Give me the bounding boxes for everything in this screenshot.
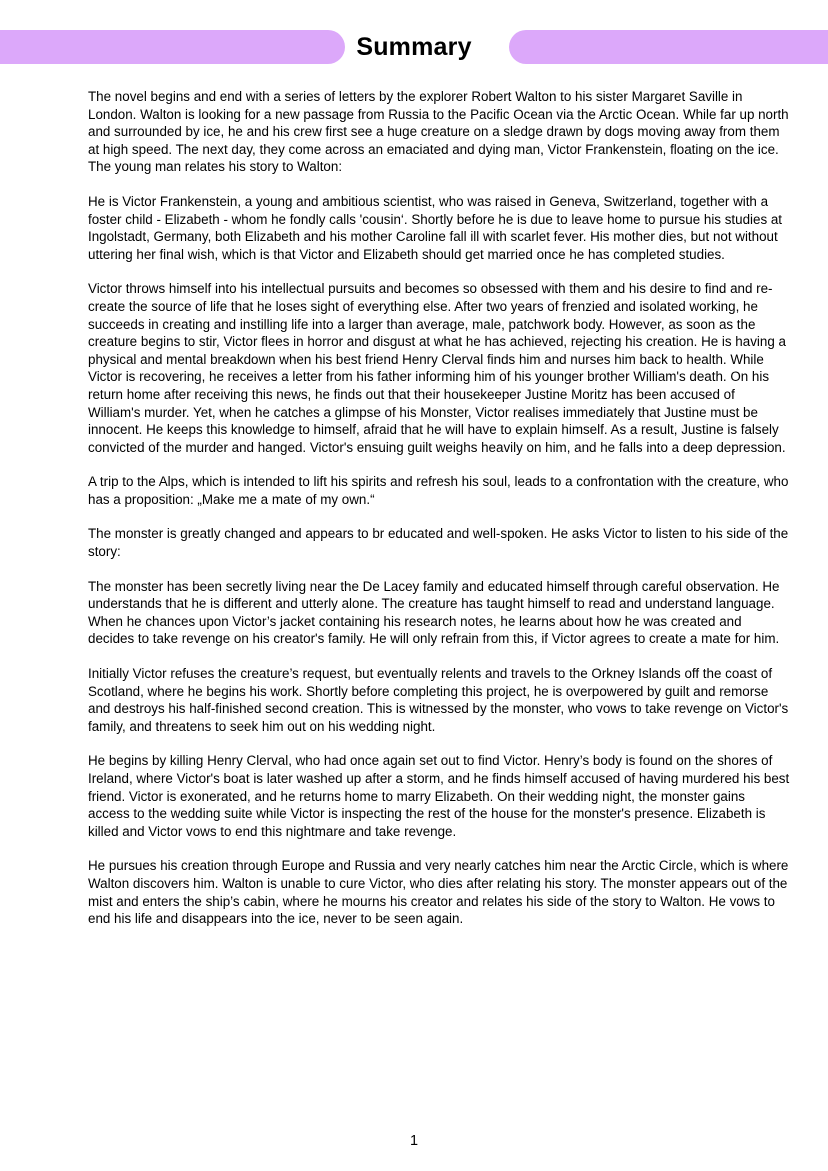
paragraph: The monster is greatly changed and appears to br educated and well-spoken. He asks Victor to listen to his side of the story:: [88, 526, 789, 560]
paragraph: A trip to the Alps, which is intended to lift his spirits and refresh his soul, leads to a confrontation with the creature, who has a proposition: „Make me a mate of my own.“: [88, 474, 789, 507]
paragraph: Initially Victor refuses the creature’s request, but eventually relents and travels to the Orkney Islands off the coast of Scotland, where he begins his work. Shortly before completing this project, he is overpowered by guilt and remorse and destroys his half-finished second creation. This is witnessed by the monster, who vows to take revenge on Victor's family, and threatens to seek him out on his wedding night.: [88, 666, 789, 734]
paragraph: Victor throws himself into his intellectual pursuits and becomes so obsessed with them and his desire to find and re-create the source of life that he loses sight of everything else. After two years of frenzied and isolated working, he succeeds in creating and instilling life into a larger than average, male, patchwork body. However, as soon as the creature begins to stir, Victor flees in horror and disgust at what he has achieved, rejecting his creation. He is having a physical and mental breakdown when his best friend Henry Clerval finds him and nurses him back to health. While Victor is recovering, he receives a letter from his father informing him of his younger brother William's death. On his return home after receiving this news, he finds out that their housekeeper Justine Moritz has been accused of William's murder. Yet, when he catches a glimpse of his Monster, Victor realises immediately that Justine must be innocent. He keeps this knowledge to himself, afraid that he will have to explain himself. As a result, Justine is falsely convicted of the murder and hanged. Victor's ensuing guilt weighs heavily on him, and he falls into a deep depression.: [88, 281, 786, 455]
summary-body: [88, 88, 790, 928]
paragraph: He pursues his creation through Europe and Russia and very nearly catches him near the Arctic Circle, which is where Walton discovers him. Walton is unable to cure Victor, who dies after relating his story. The monster appears out of the mist and enters the ship’s cabin, where he mourns his creator and relates his side of the story to Walton. He vows to end his life and disappears into the ice, never to be seen again.: [88, 858, 789, 927]
page-number: 1: [409, 1133, 419, 1149]
paragraph: The novel begins and end with a series of letters by the explorer Robert Walton to his sister Margaret Saville in London. Walton is looking for a new passage from Russia to the Pacific Ocean via the Arctic Ocean. While far up north and surrounded by ice, he and his crew first see a huge creature on a sledge drawn by dogs moving away from them at high speed. The next day, they come across an emaciated and dying man, Victor Frankenstein, floating on the ice. The young man relates his story to Walton:: [88, 89, 789, 175]
paragraph: He begins by killing Henry Clerval, who had once again set out to find Victor. Henry’s body is found on the shores of Ireland, where Victor's boat is later washed up after a storm, and he finds himself accused of having murdered his best friend. Victor is exonerated, and he returns home to marry Elizabeth. On their wedding night, the monster gains access to the wedding suite while Victor is inspecting the rest of the house for the monster's presence. Elizabeth is killed and Victor vows to end this nightmare and take revenge.: [88, 753, 790, 839]
paragraph: He is Victor Frankenstein, a young and ambitious scientist, who was raised in Geneva, Switzerland, together with a foster child - Elizabeth - whom he fondly calls 'cousin‘. Shortly before he is due to leave home to pursue his studies at Ingolstadt, Germany, both Elizabeth and his mother Caroline fall ill with scarlet fever. His mother dies, but not without uttering her final wish, which is that Victor and Elizabeth should get married once he has completed studies.: [88, 193, 783, 262]
page-title: Summary: [356, 33, 472, 61]
paragraph: The monster has been secretly living near the De Lacey family and educated himself through careful observation. He understands that he is different and utterly alone. The creature has taught himself to read and understand language. When he chances upon Victor’s jacket containing his research notes, he learns about how he was created and decides to take revenge on his creator's family. He will only refrain from this, if Victor agrees to create a mate for him.: [88, 578, 780, 647]
